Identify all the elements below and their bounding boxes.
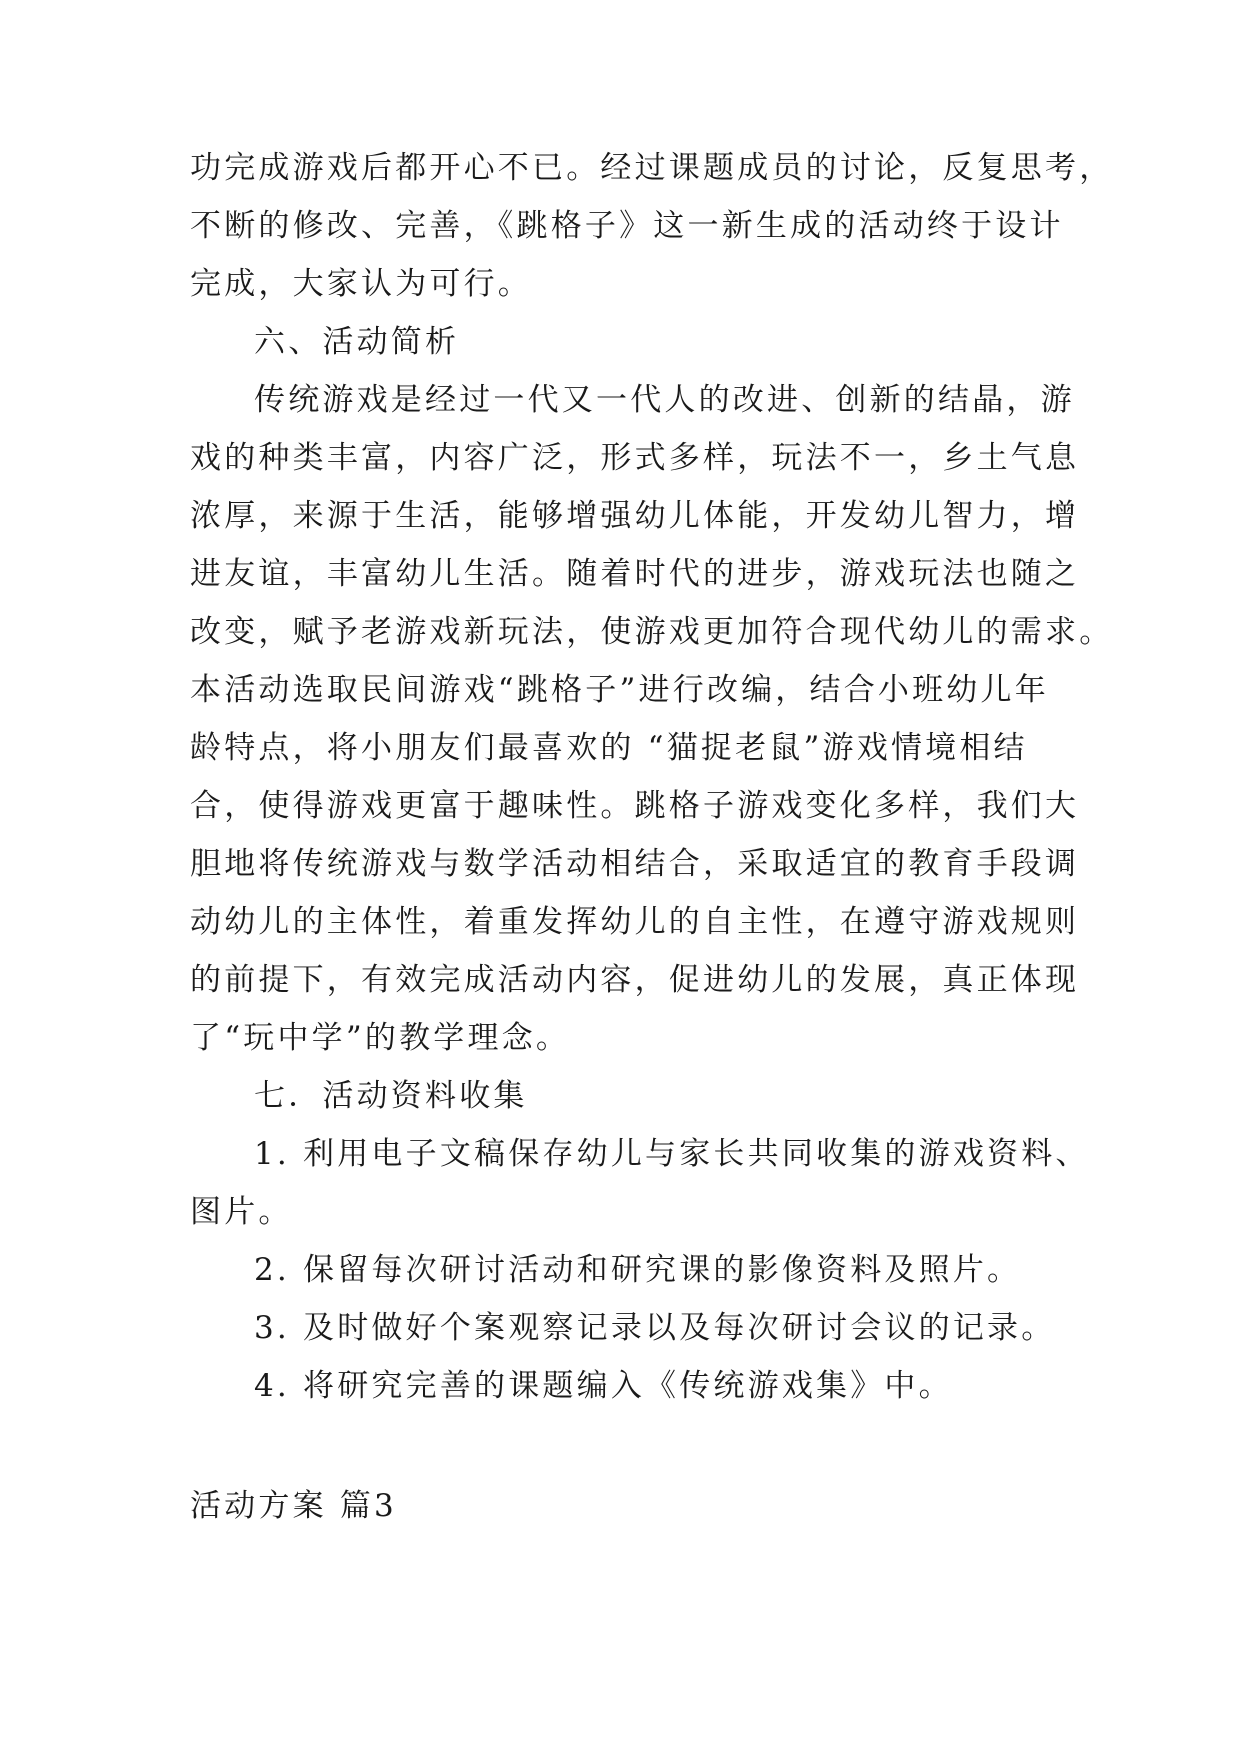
list-item: 3. 及时做好个案观察记录以及每次研讨会议的记录。	[254, 1310, 1056, 1346]
paragraph-line: 本活动选取民间游戏“跳格子”进行改编，结合小班幼儿年	[190, 672, 1049, 708]
paragraph-line: 进友谊，丰富幼儿生活。随着时代的进步，游戏玩法也随之	[190, 556, 1080, 592]
paragraph-line: 的前提下，有效完成活动内容，促进幼儿的发展，真正体现	[190, 962, 1080, 998]
paragraph-line: 改变，赋予老游戏新玩法，使游戏更加符合现代幼儿的需求。	[190, 614, 1114, 650]
list-item: 2. 保留每次研讨活动和研究课的影像资料及照片。	[254, 1252, 1022, 1288]
paragraph-line: 完成，大家认为可行。	[190, 266, 532, 302]
paragraph-line: 传统游戏是经过一代又一代人的改进、创新的结晶，游	[254, 382, 1075, 418]
paragraph-line: 不断的修改、完善，《跳格子》这一新生成的活动终于设计	[190, 208, 1064, 244]
paragraph-line: 合，使得游戏更富于趣味性。跳格子游戏变化多样，我们大	[190, 788, 1080, 824]
paragraph-line: 了“玩中学”的教学理念。	[190, 1020, 571, 1056]
paragraph-line: 浓厚，来源于生活，能够增强幼儿体能，开发幼儿智力，增	[190, 498, 1080, 534]
paragraph-line: 动幼儿的主体性，着重发挥幼儿的自主性，在遵守游戏规则	[190, 904, 1080, 940]
paragraph-line: 龄特点，将小朋友们最喜欢的 “猫捉老鼠”游戏情境相结	[190, 730, 1028, 766]
section-heading-7: 七．活动资料收集	[254, 1078, 528, 1114]
list-item-continuation: 图片。	[190, 1194, 293, 1230]
paragraph-line: 功完成游戏后都开心不已。经过课题成员的讨论，反复思考，	[190, 150, 1114, 186]
next-section-title: 活动方案 篇3	[190, 1488, 397, 1524]
list-item: 1. 利用电子文稿保存幼儿与家长共同收集的游戏资料、	[254, 1136, 1090, 1172]
paragraph-line: 戏的种类丰富，内容广泛，形式多样，玩法不一，乡土气息	[190, 440, 1080, 476]
list-item: 4. 将研究完善的课题编入《传统游戏集》中。	[254, 1368, 953, 1404]
section-heading-6: 六、活动简析	[254, 324, 460, 360]
paragraph-line: 胆地将传统游戏与数学活动相结合，采取适宜的教育手段调	[190, 846, 1080, 882]
